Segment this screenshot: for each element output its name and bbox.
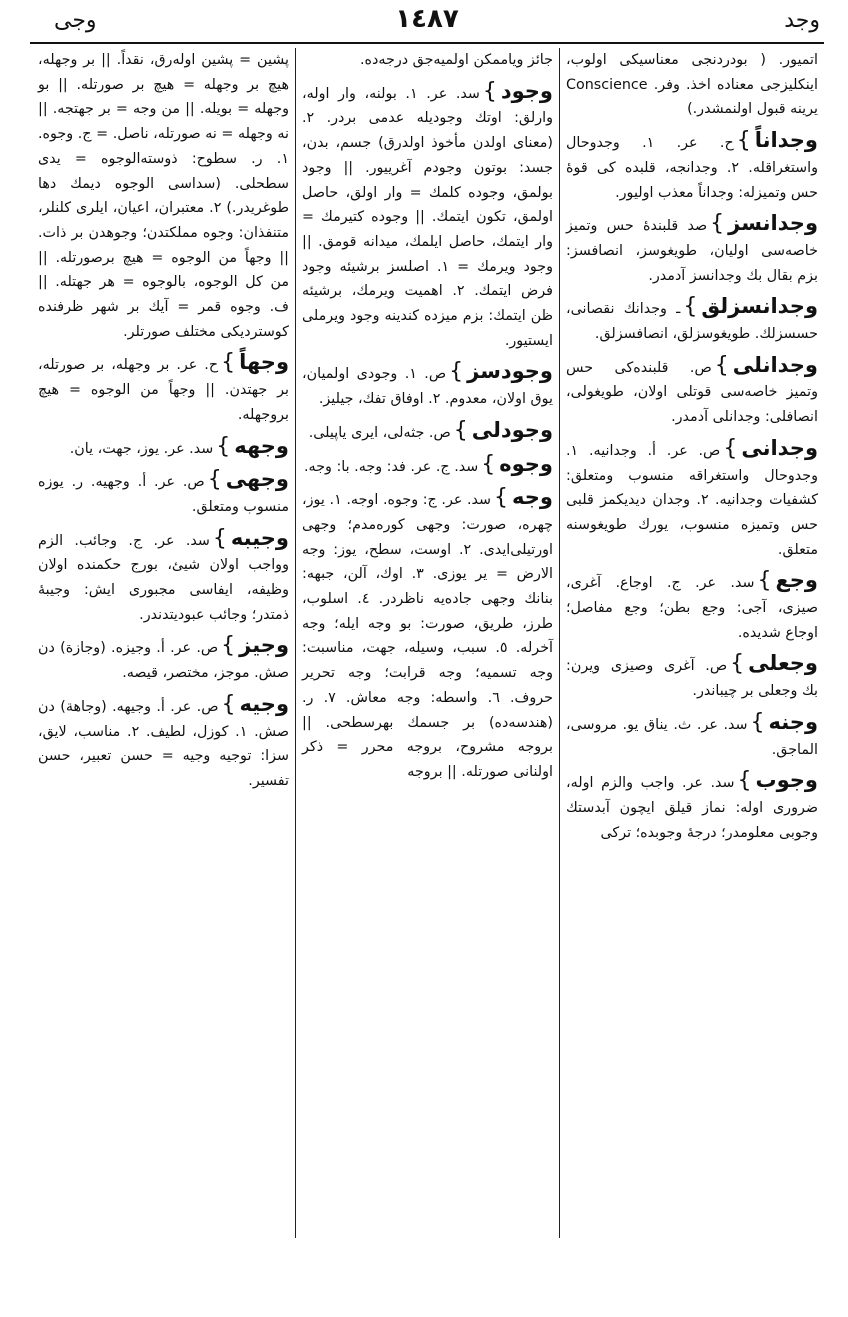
- dictionary-entry: [566, 48, 818, 122]
- entry-headword: وجود: [500, 78, 553, 103]
- entry-definition: سد. عر. ج. وجائب. الزم وواجب اولان شیئ، بورج حکمنده اولان وظیفه، ایفاسی مجبوری ایش: وجیبهٔ ذمتدر؛ وجائب عبودیتدندر.: [38, 532, 289, 623]
- entry-headword: وجعلی: [748, 651, 818, 676]
- header-guide-word-left: وجى: [54, 8, 97, 33]
- dictionary-entry: [566, 128, 818, 205]
- entry-definition: ص. آغری وصیزی ویرن: بك وجعلی بر چیباندر.: [566, 658, 818, 700]
- dictionary-entry: [302, 485, 553, 784]
- entry-definition: ص. عر. أ. وجیهه. (وجاهة) دن صش. ١. کوزل، لطیف. ٢. مناسب، لایق، سزا: توجیه وجیه = حسن تعبیر، حسن تفسیر.: [38, 698, 289, 789]
- entry-definition: ـ وجدانك نقصانی، حسسزلك. طویغوسزلق، انصافسزلق.: [566, 301, 818, 343]
- dictionary-entry: [38, 633, 289, 685]
- page-header: [30, 0, 824, 44]
- entry-definition: ح. عر. بر وجهله، بر صورتله، بر جهتدن. || وجهاً من الوجوه = هیچ بروجهله.: [38, 357, 289, 423]
- dictionary-entry: [566, 651, 818, 703]
- dictionary-entry: [302, 79, 553, 354]
- dictionary-entry: [38, 526, 289, 628]
- column-middle: [296, 48, 560, 1238]
- dictionary-entry: [566, 353, 818, 430]
- brace-mark: }: [221, 691, 236, 717]
- entry-headword: وجودلی: [471, 417, 553, 442]
- brace-mark: }: [750, 709, 765, 735]
- brace-mark: }: [207, 467, 222, 493]
- dictionary-entry: [302, 48, 553, 73]
- dictionary-entry: [38, 692, 289, 794]
- brace-mark: }: [482, 78, 497, 104]
- entry-definition: سد. ج. عر. فد: وجه. با: وجه.: [303, 458, 479, 475]
- page-number: ١٤٨٧: [395, 4, 459, 34]
- dictionary-entry: [302, 418, 553, 446]
- entry-definition: سد. عر. یوز، جهت، یان.: [69, 440, 214, 457]
- entry-definition: سد. عر. ث. یناق یو. مروسی، الماجق.: [566, 716, 818, 758]
- brace-mark: }: [481, 451, 496, 477]
- dictionary-entry: [566, 211, 818, 288]
- entry-definition: سد. عر. واجب والزم اوله، ضروری اوله: نماز قیلق ایچون آبدستك وجوبی معلومدر؛ درجهٔ وجوبده؛ ترکی: [566, 775, 818, 841]
- brace-mark: }: [757, 568, 772, 594]
- brace-mark: }: [494, 485, 509, 511]
- entry-headword: وجهاً: [239, 350, 289, 375]
- entry-headword: وجدانسز: [728, 211, 818, 236]
- dictionary-entry: [302, 359, 553, 411]
- brace-mark: }: [212, 525, 227, 551]
- entry-headword: وجیز: [239, 633, 289, 658]
- entry-headword: وجع: [775, 568, 818, 593]
- entry-definition: پشین = پشین اوله‌رق، نقداً. || بر وجهله، هیچ بر وجهله = هیچ بر صورتله. || بو وجهله = بویله. || من وجه = بر جهتجه. || نه وجهله = نه صورتله، ناصل. = ج. وجوه. ١. ر. سطوح: ذوسته‌الوجوه = یدی سطحلی. (سداسی الوجوه دیمك دها طوغریدر.) ٢. معتبران، اعیان، ایلری کلنلر، متنفذان: وجوه مملکتدن؛ وجوهدن بر ذات. || وجهاً من الوجوه = هیچ برصورتله. || من کل الوجوه، بالوجوه = هر جهتله. || ف. وجوه قمر = آیك بر شهر ظرفنده کوستردیکی مختلف صورتلر.: [38, 52, 289, 340]
- brace-mark: }: [736, 128, 751, 154]
- column-left: [32, 48, 296, 1238]
- entry-headword: وجه: [512, 485, 553, 510]
- brace-mark: }: [449, 359, 464, 385]
- entry-headword: وجداناً: [754, 128, 818, 153]
- brace-mark: }: [710, 211, 725, 237]
- entry-definition: ص. قلبنده‌کی حس وتمیز خاصه‌سی قوتلی اولان، طویغولی، انصافلی: وجدانلی آدمدر.: [566, 359, 818, 426]
- entry-definition: ص. ١. وجودی اولمیان، یوق اولان، معدوم. ٢. اوفاق تفك، جیلیز.: [302, 366, 553, 408]
- dictionary-entry: [38, 48, 289, 344]
- entry-headword: وجوب: [755, 768, 818, 793]
- entry-headword: وجدانسزلق: [701, 294, 818, 319]
- entry-definition: سد. عر. ١. بولنه، وار اوله، وارلق: اوتك وجودیله عدمی بردر. ٢. (معنای اولدن مأخوذ اولدرق) جسم، بدن، جسد: بوتون وجودم آغرییور. || وجود بولمق، وجوده کلمك = وار اولق، حاصل اولمق، تکون ایتمك. || وجوده کتیرمك = وار ایتمك، حاصل ایلمك، میدانه قومق. || وجود ویرمك = ١. اصلسز برشیئه وجود فرض ایتمك. ٢. اهمیت ویرمك، برشیئه ظن ایتمك: بزم میزده کندینه وجود ویرملی ایستیور.: [302, 85, 553, 349]
- entry-definition: اتمیور. ( بودردنجی معناسیکی اولوب، اینکلیزجی معناده اخذ. وفر. Conscience یرینه قبول اولنمشدر.): [566, 52, 818, 118]
- dictionary-entry: [302, 452, 553, 480]
- entry-headword: وجنه: [768, 709, 818, 734]
- brace-mark: }: [221, 350, 236, 376]
- entry-definition: ص. عر. أ. وجدانیه. ١. وجدوحال واستغراقه منسوب ومتعلق: کشفیات وجدانیه. ٢. وجدان دیدیکمز قلبی حس وتمیزه منسوب، یورك طویغوسنه متعلق.: [566, 442, 819, 558]
- entry-headword: وجودسز: [467, 359, 553, 384]
- entry-definition: ص. جثه‌لی، ایری یاپیلی.: [308, 424, 451, 441]
- entry-headword: وجهه: [234, 433, 289, 458]
- dictionary-entry: [566, 568, 818, 645]
- brace-mark: }: [221, 633, 236, 659]
- dictionary-entry: [38, 467, 289, 519]
- entry-definition: ح. عر. ١. وجدوحال واستغراقله. ٢. وجدانجه، قلبده کی قوهٔ حس وتمیزله: وجداناً معذب اولیور.: [566, 135, 818, 201]
- dictionary-columns: [30, 48, 824, 1238]
- dictionary-entry: [566, 768, 818, 845]
- brace-mark: }: [216, 433, 231, 459]
- brace-mark: }: [714, 352, 729, 378]
- entry-definition: جائز ویاممکن اولمیه‌جق درجه‌ده.: [359, 52, 553, 68]
- dictionary-entry: [566, 436, 818, 563]
- brace-mark: }: [683, 294, 698, 320]
- entry-definition: سد. عر. ج. اوجاع. آغری، صیزی، آجی: وجع بطن؛ وجع مفاصل؛ اوجاع شدیده.: [566, 575, 818, 641]
- brace-mark: }: [737, 768, 752, 794]
- entry-definition: سد. عر. ج: وجوه. اوجه. ١. یوز، چهره، صورت: وجهی کوره‌مدم؛ وجهی اورتیلی‌ایدی. ٢. اوست، سطح، یوز: وجه الارض = یر یوزی. ٣. اوك، آلن، جبهه: بنانك وجهی جاده‌یه ناظردر. ٤. اسلوب، طرز، طریق، صورت: بو وجه ایله؛ وجه آخرله. ٥. سبب، وسیله، جهت، مناسبت: وجه تسمیه؛ وجه قرابت؛ وجه تحریر حروف. ٦. واسطه: وجه معاش. ٧. ر. (هندسه‌ده) بر جسمك بهرسطحی. || بروجه مشروح، بروجه محرر = ذکر اولنانی صورتله. || بروجه: [302, 492, 554, 780]
- entry-headword: وجدانی: [741, 435, 818, 460]
- entry-definition: ص. عر. أ. وجیزه. (وجازة) دن صش. موجز، مختصر، قیصه.: [38, 640, 289, 682]
- brace-mark: }: [730, 651, 745, 677]
- entry-definition: صد قلبندهٔ حس وتمیز خاصه‌سی اولیان، طویغوسز، انصافسز: بزم بقال بك وجدانسز آدمدر.: [566, 218, 818, 284]
- dictionary-entry: [38, 350, 289, 427]
- entry-headword: وجهی: [225, 467, 289, 492]
- entry-headword: وجیبه: [230, 525, 289, 550]
- entry-headword: وجوه: [499, 451, 553, 476]
- brace-mark: }: [723, 435, 738, 461]
- entry-headword: وجیه: [239, 691, 289, 716]
- brace-mark: }: [453, 417, 468, 443]
- entry-headword: وجدانلی: [732, 352, 818, 377]
- dictionary-entry: [566, 294, 818, 346]
- dictionary-entry: [566, 710, 818, 762]
- entry-definition: ص. عر. أ. وجهیه. ر. یوزه منسوب ومتعلق.: [38, 474, 289, 515]
- dictionary-entry: [38, 434, 289, 462]
- column-right: [560, 48, 824, 1238]
- header-guide-word-right: وجد: [784, 8, 820, 33]
